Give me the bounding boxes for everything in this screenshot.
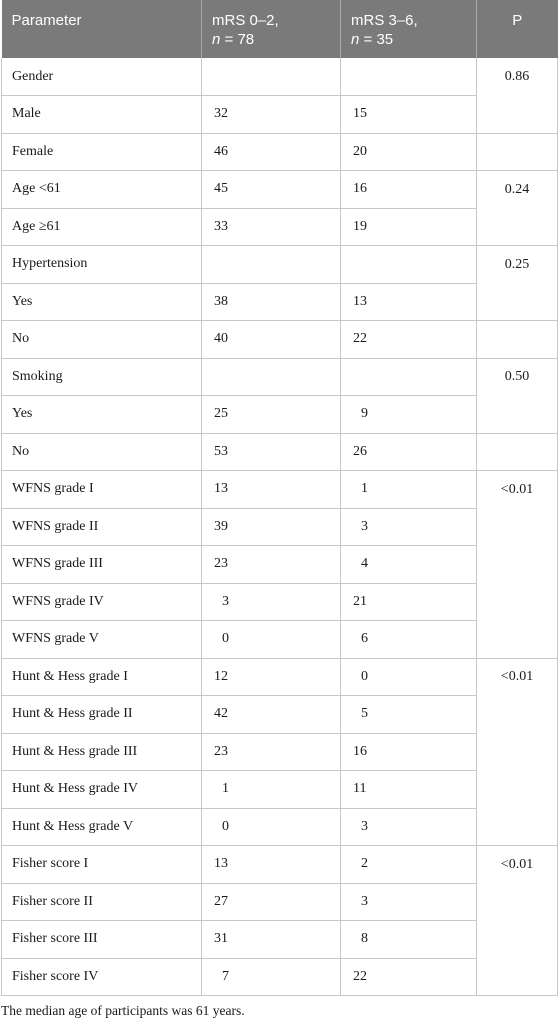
mrs-0-2-count: 12 bbox=[202, 658, 341, 696]
p-value bbox=[477, 96, 558, 134]
mrs-0-2-count: 38 bbox=[202, 283, 341, 321]
p-value: 0.25 bbox=[477, 246, 558, 284]
mrs-3-6-count: 11 bbox=[341, 771, 477, 809]
results-table bbox=[1, 0, 558, 996]
mrs-3-6-count: 3 bbox=[341, 508, 477, 546]
header-mrs-3-6-n-label: n bbox=[351, 31, 360, 48]
table-row bbox=[2, 58, 558, 96]
mrs-0-2-count: 39 bbox=[202, 508, 341, 546]
table-row bbox=[2, 583, 558, 621]
table-row bbox=[2, 658, 558, 696]
mrs-0-2-count: 13 bbox=[202, 846, 341, 884]
mrs-0-2-count: 0 bbox=[202, 621, 341, 659]
mrs-0-2-count: 23 bbox=[202, 733, 341, 771]
row-label: No bbox=[2, 433, 202, 471]
p-value bbox=[477, 958, 558, 996]
mrs-3-6-count bbox=[341, 246, 477, 284]
p-value bbox=[477, 546, 558, 584]
mrs-0-2-count bbox=[202, 246, 341, 284]
mrs-3-6-count: 3 bbox=[341, 808, 477, 846]
row-label: Female bbox=[2, 133, 202, 171]
table-row bbox=[2, 733, 558, 771]
row-label: Fisher score I bbox=[2, 846, 202, 884]
p-value bbox=[477, 921, 558, 959]
row-label: Hunt & Hess grade V bbox=[2, 808, 202, 846]
table-footnote: The median age of participants was 61 years. bbox=[1, 1003, 245, 1018]
mrs-3-6-count: 16 bbox=[341, 171, 477, 209]
table-row bbox=[2, 396, 558, 434]
mrs-0-2-count: 0 bbox=[202, 808, 341, 846]
row-label: Hypertension bbox=[2, 246, 202, 284]
mrs-3-6-count: 0 bbox=[341, 658, 477, 696]
mrs-3-6-count: 16 bbox=[341, 733, 477, 771]
p-value bbox=[477, 696, 558, 734]
p-value bbox=[477, 208, 558, 246]
table-row bbox=[2, 283, 558, 321]
mrs-0-2-count: 7 bbox=[202, 958, 341, 996]
mrs-3-6-count bbox=[341, 358, 477, 396]
row-label: WFNS grade V bbox=[2, 621, 202, 659]
row-label: Hunt & Hess grade IV bbox=[2, 771, 202, 809]
mrs-3-6-count: 26 bbox=[341, 433, 477, 471]
p-value: <0.01 bbox=[477, 846, 558, 884]
table-row bbox=[2, 96, 558, 134]
mrs-3-6-count: 22 bbox=[341, 321, 477, 359]
p-value bbox=[477, 583, 558, 621]
table-row bbox=[2, 958, 558, 996]
mrs-3-6-count: 13 bbox=[341, 283, 477, 321]
p-value bbox=[477, 883, 558, 921]
row-label: Fisher score II bbox=[2, 883, 202, 921]
row-label: WFNS grade III bbox=[2, 546, 202, 584]
mrs-0-2-count bbox=[202, 58, 341, 96]
table-row bbox=[2, 696, 558, 734]
mrs-0-2-count: 53 bbox=[202, 433, 341, 471]
header-mrs-3-6-n: = 35 bbox=[363, 31, 394, 48]
row-label: WFNS grade I bbox=[2, 471, 202, 509]
mrs-0-2-count bbox=[202, 358, 341, 396]
table-row bbox=[2, 358, 558, 396]
row-label: Smoking bbox=[2, 358, 202, 396]
header-p: P bbox=[477, 0, 558, 58]
row-label: Gender bbox=[2, 58, 202, 96]
p-value bbox=[477, 733, 558, 771]
mrs-0-2-count: 46 bbox=[202, 133, 341, 171]
table-row bbox=[2, 546, 558, 584]
header-mrs-3-6-label: mRS 3–6, bbox=[351, 12, 418, 29]
row-label: Age ≥61 bbox=[2, 208, 202, 246]
mrs-0-2-count: 32 bbox=[202, 96, 341, 134]
p-value bbox=[477, 621, 558, 659]
mrs-0-2-count: 45 bbox=[202, 171, 341, 209]
row-label: WFNS grade IV bbox=[2, 583, 202, 621]
header-mrs-0-2-n-label: n bbox=[212, 31, 221, 48]
row-label: Hunt & Hess grade III bbox=[2, 733, 202, 771]
table-row bbox=[2, 246, 558, 284]
row-label: Fisher score IV bbox=[2, 958, 202, 996]
header-parameter: Parameter bbox=[2, 0, 202, 58]
p-value bbox=[477, 283, 558, 321]
table-row bbox=[2, 883, 558, 921]
header-mrs-0-2 bbox=[202, 0, 341, 58]
mrs-3-6-count: 8 bbox=[341, 921, 477, 959]
p-value bbox=[477, 808, 558, 846]
mrs-3-6-count: 3 bbox=[341, 883, 477, 921]
mrs-3-6-count: 21 bbox=[341, 583, 477, 621]
table-row bbox=[2, 321, 558, 359]
mrs-0-2-count: 40 bbox=[202, 321, 341, 359]
p-value: <0.01 bbox=[477, 658, 558, 696]
p-value: 0.24 bbox=[477, 171, 558, 209]
row-label: Age <61 bbox=[2, 171, 202, 209]
mrs-0-2-count: 1 bbox=[202, 771, 341, 809]
table-header bbox=[2, 0, 558, 58]
p-value: 0.86 bbox=[477, 58, 558, 96]
table-row bbox=[2, 471, 558, 509]
p-value: <0.01 bbox=[477, 471, 558, 509]
header-mrs-0-2-label: mRS 0–2, bbox=[212, 12, 279, 29]
mrs-0-2-count: 13 bbox=[202, 471, 341, 509]
row-label: Male bbox=[2, 96, 202, 134]
table-row bbox=[2, 771, 558, 809]
mrs-0-2-count: 3 bbox=[202, 583, 341, 621]
row-label: No bbox=[2, 321, 202, 359]
table-row bbox=[2, 133, 558, 171]
p-value bbox=[477, 133, 558, 171]
mrs-3-6-count: 19 bbox=[341, 208, 477, 246]
mrs-0-2-count: 42 bbox=[202, 696, 341, 734]
mrs-0-2-count: 33 bbox=[202, 208, 341, 246]
header-mrs-0-2-n: = 78 bbox=[224, 31, 255, 48]
header-mrs-3-6 bbox=[341, 0, 477, 58]
p-value bbox=[477, 321, 558, 359]
mrs-0-2-count: 27 bbox=[202, 883, 341, 921]
mrs-0-2-count: 31 bbox=[202, 921, 341, 959]
table-row bbox=[2, 208, 558, 246]
p-value bbox=[477, 508, 558, 546]
table-row bbox=[2, 921, 558, 959]
mrs-3-6-count: 2 bbox=[341, 846, 477, 884]
table-row bbox=[2, 433, 558, 471]
row-label: WFNS grade II bbox=[2, 508, 202, 546]
table-row bbox=[2, 808, 558, 846]
table-row bbox=[2, 171, 558, 209]
table-body bbox=[2, 58, 558, 996]
row-label: Hunt & Hess grade II bbox=[2, 696, 202, 734]
row-label: Yes bbox=[2, 396, 202, 434]
mrs-3-6-count: 1 bbox=[341, 471, 477, 509]
p-value bbox=[477, 771, 558, 809]
row-label: Hunt & Hess grade I bbox=[2, 658, 202, 696]
mrs-3-6-count: 15 bbox=[341, 96, 477, 134]
mrs-3-6-count bbox=[341, 58, 477, 96]
mrs-3-6-count: 22 bbox=[341, 958, 477, 996]
mrs-3-6-count: 4 bbox=[341, 546, 477, 584]
mrs-3-6-count: 9 bbox=[341, 396, 477, 434]
mrs-3-6-count: 6 bbox=[341, 621, 477, 659]
row-label: Yes bbox=[2, 283, 202, 321]
table-row bbox=[2, 508, 558, 546]
table-row bbox=[2, 621, 558, 659]
p-value bbox=[477, 433, 558, 471]
p-value: 0.50 bbox=[477, 358, 558, 396]
table-row bbox=[2, 846, 558, 884]
row-label: Fisher score III bbox=[2, 921, 202, 959]
mrs-0-2-count: 23 bbox=[202, 546, 341, 584]
mrs-3-6-count: 5 bbox=[341, 696, 477, 734]
mrs-0-2-count: 25 bbox=[202, 396, 341, 434]
mrs-3-6-count: 20 bbox=[341, 133, 477, 171]
p-value bbox=[477, 396, 558, 434]
